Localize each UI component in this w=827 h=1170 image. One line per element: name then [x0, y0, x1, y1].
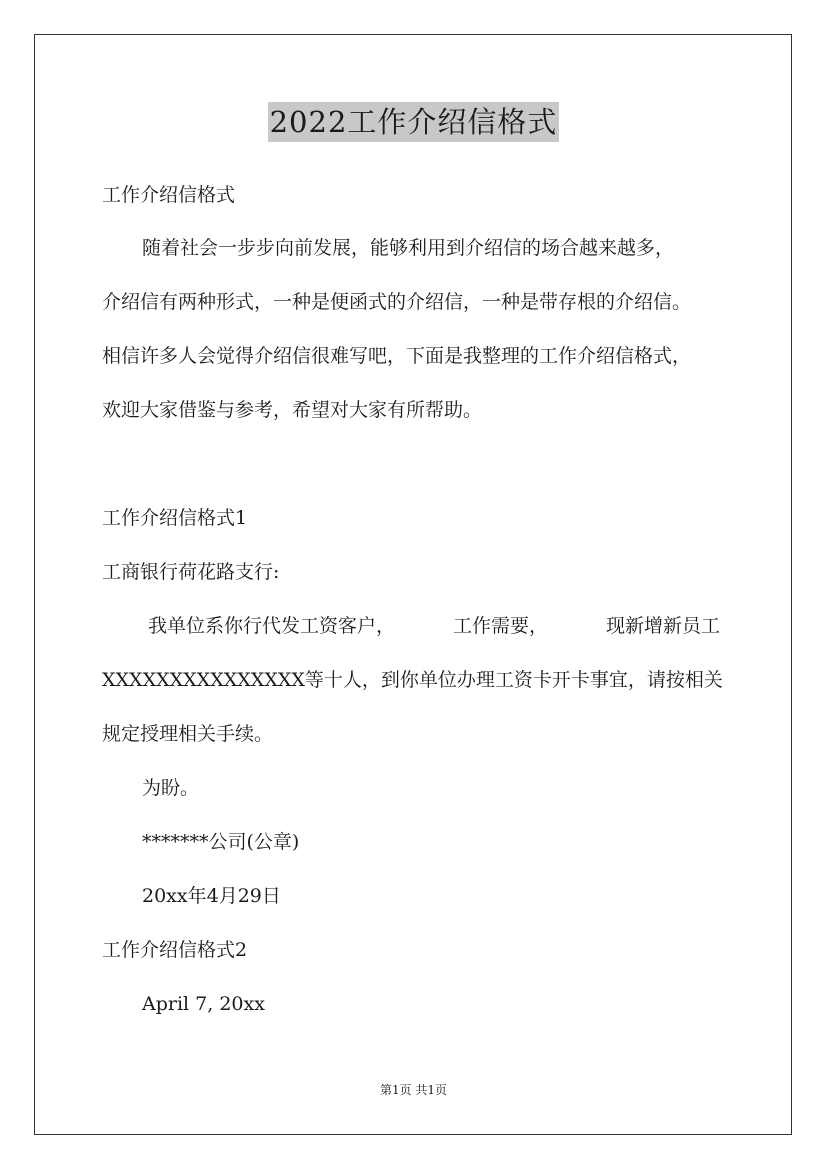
section1-body-segment: 现新增新员工: [605, 615, 720, 637]
page-number: 第1页 共1页: [379, 1083, 448, 1097]
page-footer: [0, 1082, 827, 1098]
intro-line-3: 相信许多人会觉得介绍信很难写吧，下面是我整理的工作介绍信格式，: [102, 345, 692, 367]
section1-addressee: 工商银行荷花路支行:: [102, 561, 280, 583]
section1-body-line-1: [148, 612, 720, 640]
section2-heading: 工作介绍信格式2: [102, 939, 248, 961]
section1-date: 20xx年4月29日: [142, 885, 281, 907]
subtitle: 工作介绍信格式: [102, 184, 236, 206]
title-container: [0, 102, 827, 142]
document-title: 2022工作介绍信格式: [268, 102, 560, 142]
intro-line-2: 介绍信有两种形式，一种是便函式的介绍信，一种是带存根的介绍信。: [102, 291, 692, 313]
section1-body-segment: 我单位系你行代发工资客户，: [148, 615, 396, 637]
section1-body-segment: 工作需要，: [452, 615, 548, 637]
intro-line-4: 欢迎大家借鉴与参考，希望对大家有所帮助。: [102, 399, 483, 421]
section1-body-line-2: XXXXXXXXXXXXXXX等十人，到你单位办理工资卡开卡事宜，请按相关: [102, 669, 723, 691]
section1-heading: 工作介绍信格式1: [102, 507, 248, 529]
section1-signature: *******公司(公章): [142, 831, 300, 853]
section2-date: April 7, 20xx: [142, 993, 265, 1015]
section1-body-line-3: 规定授理相关手续。: [102, 723, 274, 745]
section1-closing: 为盼。: [142, 777, 200, 799]
intro-line-1: 随着社会一步步向前发展，能够利用到介绍信的场合越来越多，: [142, 237, 675, 259]
